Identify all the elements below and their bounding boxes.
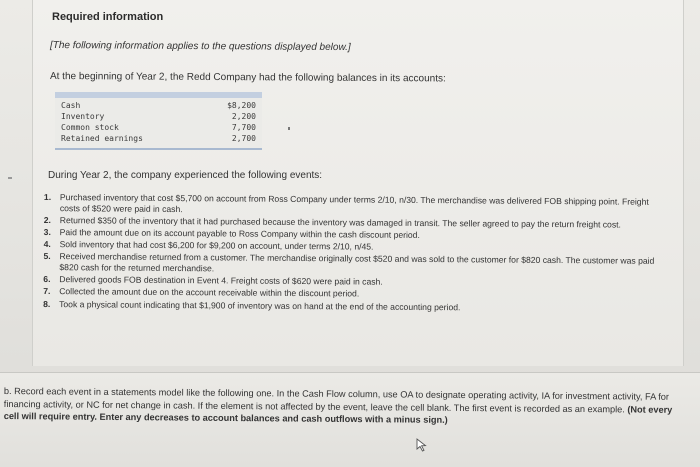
events-list xyxy=(43,192,664,316)
event-number: 1. xyxy=(43,192,52,203)
event-text: Collected the amount due on the account receivable within the discount period. xyxy=(59,286,360,299)
part-b-bold-note: (Not every cell will require entry. Enter any decreases to account balances and cash outflows with a minus sign.) xyxy=(3,403,673,425)
event-number: 7. xyxy=(43,286,51,297)
event-number: 6. xyxy=(43,274,51,285)
balance-row xyxy=(61,100,256,111)
balances-table xyxy=(55,92,262,150)
event-number: 5. xyxy=(43,251,51,262)
applies-note: [The following information applies to the questions displayed below.] xyxy=(49,40,351,54)
margin-mark xyxy=(8,177,12,179)
event-text: Paid the amount due on its account payable to Ross Company within the cash discount period. xyxy=(59,227,420,240)
part-b-text: b. Record each event in a statements model like the following one. In the Cash Flow column, use OA to designate operating activity, IA for investment activity, FA for financing activity, or NC for net change in cash. If the element is not affected by the event, leave the cell blank. The first event is recorded as an example. xyxy=(3,385,670,414)
event-number: 2. xyxy=(43,214,51,225)
balance-row xyxy=(61,133,256,144)
account-amount: 2,200 xyxy=(231,112,256,121)
event-item xyxy=(44,192,664,218)
event-number: 3. xyxy=(43,226,51,238)
account-name: Retained earnings xyxy=(61,134,143,143)
event-text: Sold inventory that had cost $6,200 for $9,200 on account, under terms 2/10, n/45. xyxy=(59,239,374,252)
event-item xyxy=(43,251,663,277)
part-b-instructions xyxy=(4,385,689,428)
account-name: Common stock xyxy=(61,123,119,132)
account-amount: $8,200 xyxy=(227,101,256,110)
event-text: Purchased inventory that cost $5,700 on account from Ross Company under terms 2/10, n/30. The merchandise was delivered FOB shipping point. Freight costs of $520 were paid in cash. xyxy=(59,192,649,214)
part-b-panel xyxy=(0,372,700,467)
mouse-cursor-icon xyxy=(416,438,428,452)
speck xyxy=(288,127,290,130)
account-amount: 2,700 xyxy=(231,134,256,143)
balance-row xyxy=(61,122,256,133)
event-text: Took a physical count indicating that $1,900 of inventory was on hand at the end of the accounting period. xyxy=(59,298,461,312)
event-number: 8. xyxy=(43,298,51,309)
event-text: Returned $350 of the inventory that it had purchased because the inventory was damaged in transit. The seller agreed to pay the return freight cost. xyxy=(59,214,621,230)
event-text: Delivered goods FOB destination in Event 4. Freight costs of $620 were paid in cash. xyxy=(59,274,383,287)
balance-row xyxy=(61,111,256,122)
account-amount: 7,700 xyxy=(231,123,256,132)
intro-text: At the beginning of Year 2, the Redd Company had the following balances in its accounts: xyxy=(49,71,446,85)
events-intro: During Year 2, the company experienced the following events: xyxy=(48,170,323,181)
event-text: Received merchandise returned from a customer. The merchandise originally cost $520 and was sold to the customer for $820 cash. The customer was paid $820 cash for the returned merchandise. xyxy=(59,251,655,274)
account-name: Inventory xyxy=(61,112,105,121)
event-number: 4. xyxy=(43,239,51,250)
required-information-title: Required information xyxy=(52,11,164,23)
account-name: Cash xyxy=(61,101,81,110)
